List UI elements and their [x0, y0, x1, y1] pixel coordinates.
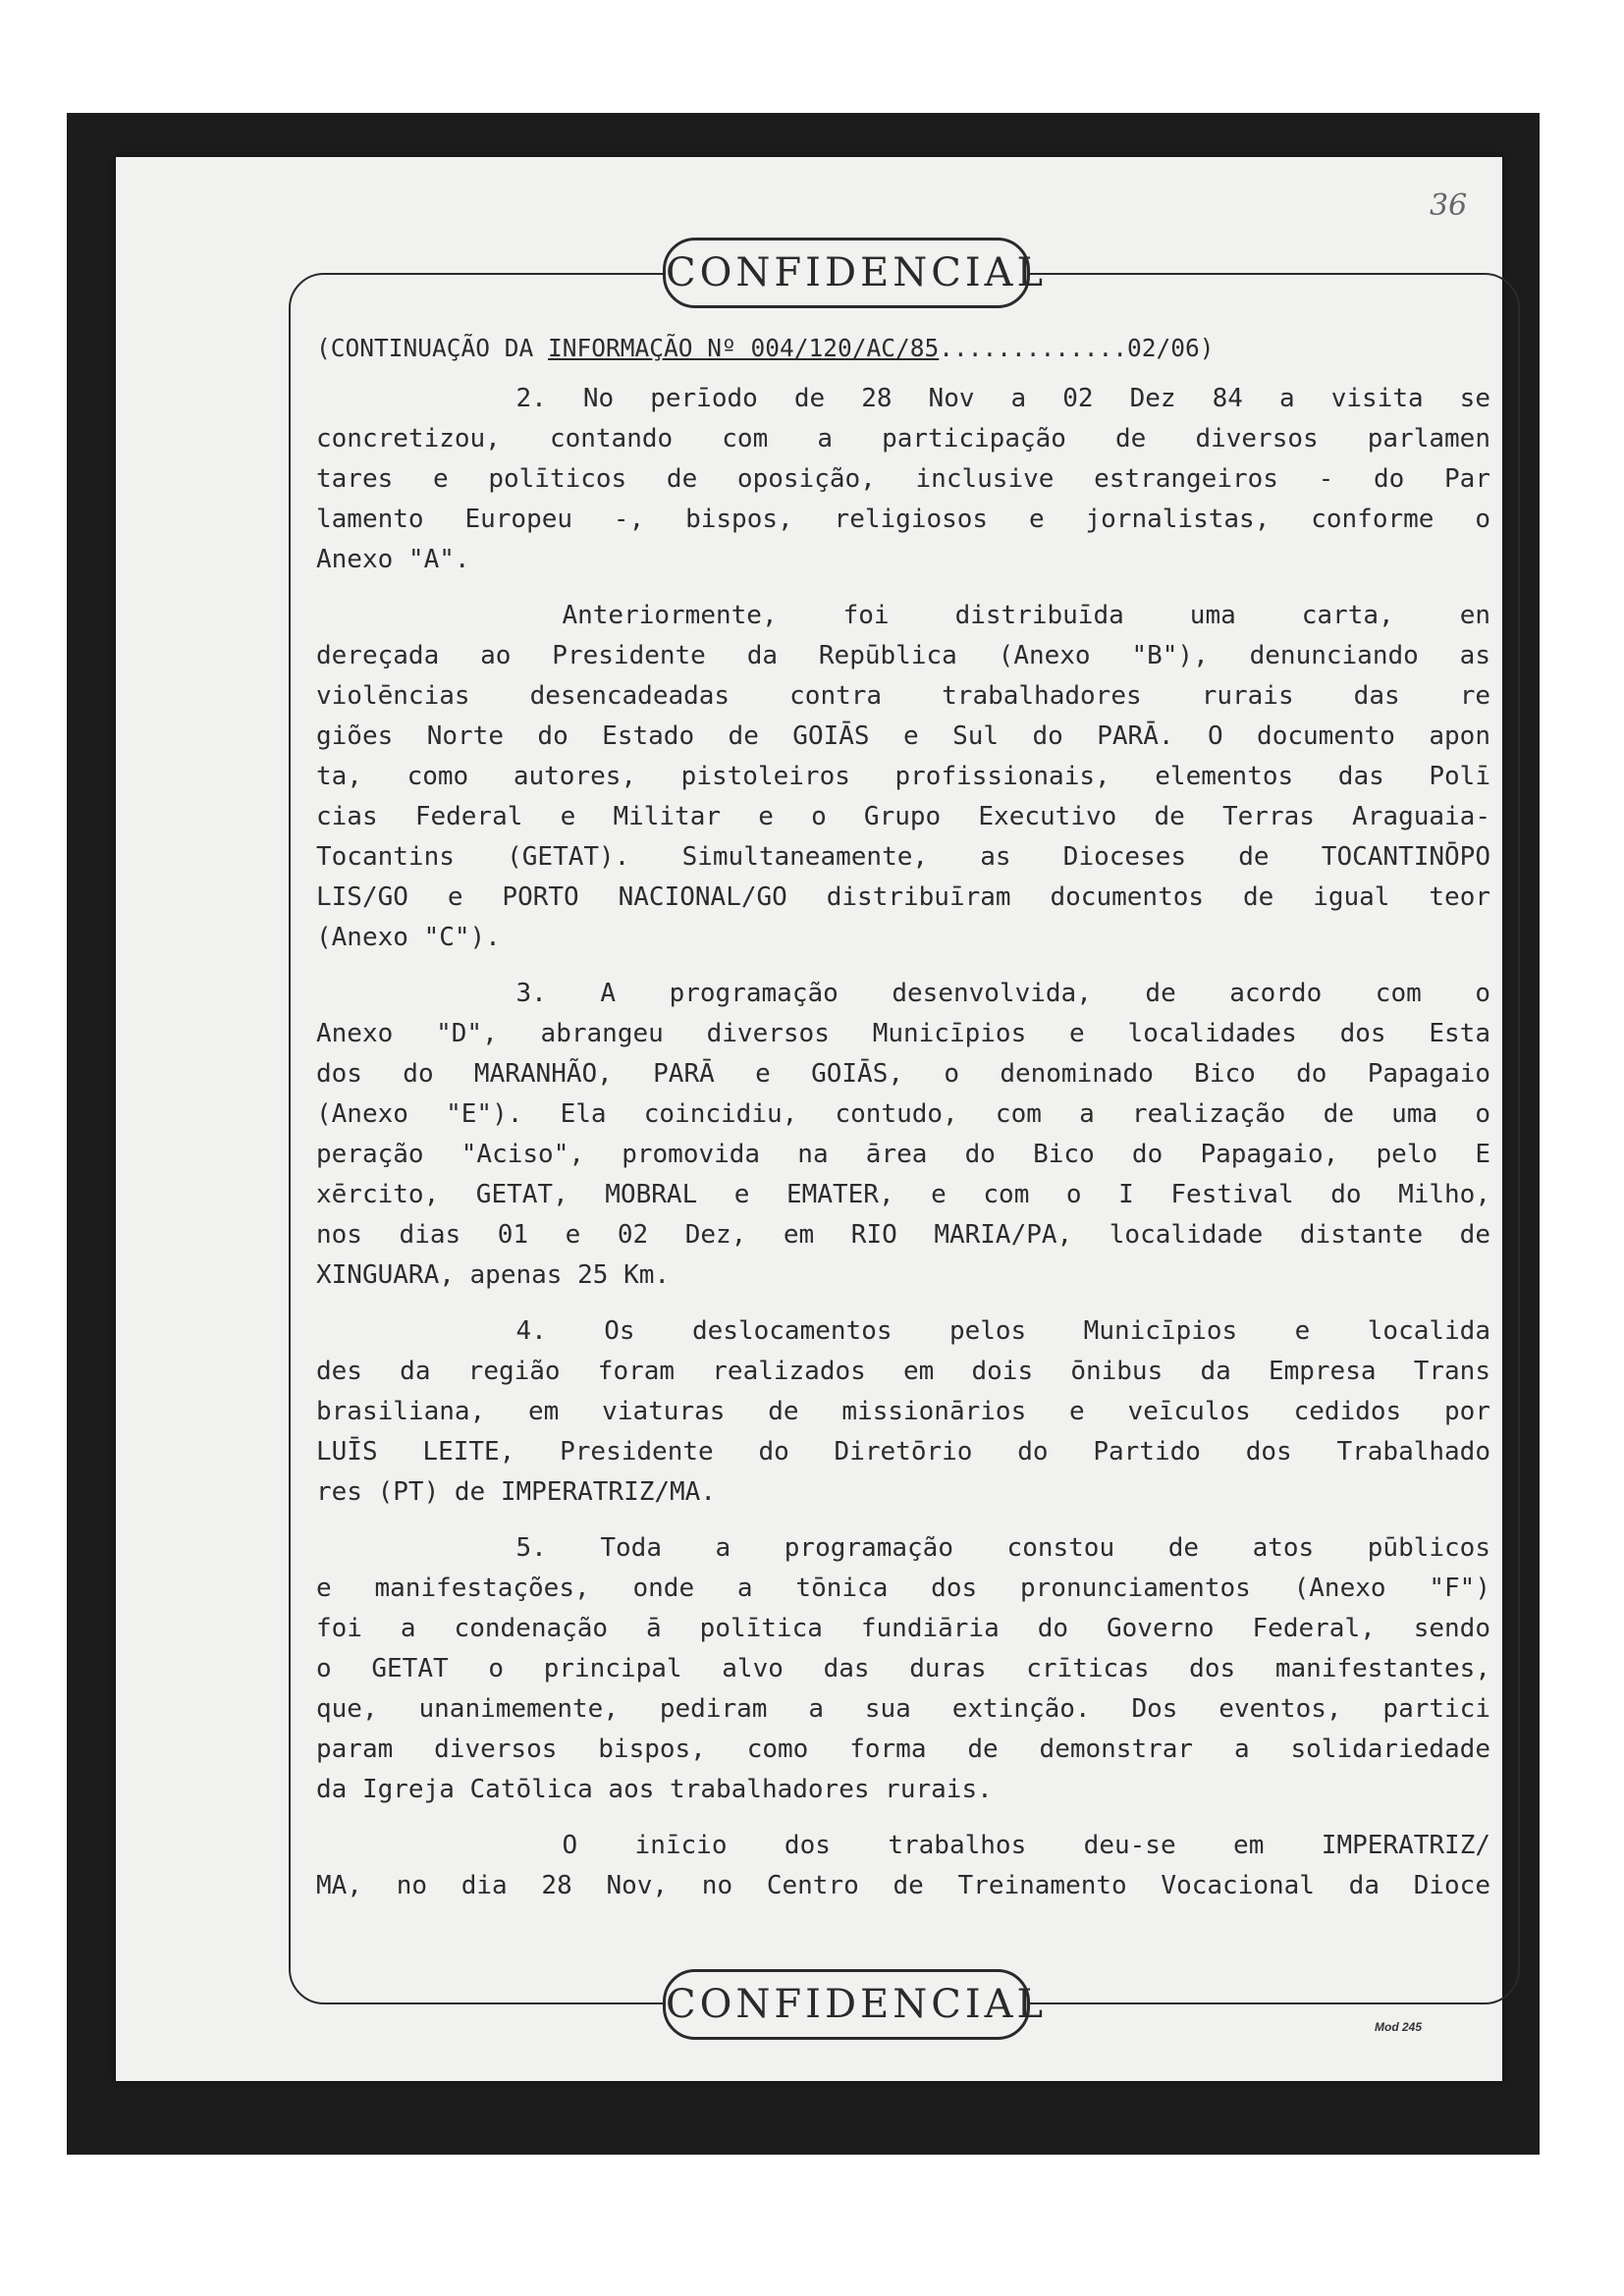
text-line: o GETAT o principal alvo das duras crīticas dos manifestantes,: [316, 1654, 1490, 1683]
text-line: violēncias desencadeadas contra trabalhadores rurais das re: [316, 681, 1490, 711]
paragraph: [316, 1826, 1490, 1906]
text-line: (Anexo "C").: [316, 923, 501, 952]
text-line: dos do MARANHÃO, PARĀ e GOIĀS, o denominado Bico do Papagaio: [316, 1059, 1490, 1089]
text-line: cias Federal e Militar e o Grupo Executivo de Terras Araguaia-: [316, 802, 1490, 831]
heading-suffix: .............02/06): [939, 334, 1215, 362]
text-line: e manifestações, onde a tōnica dos pronunciamentos (Anexo "F"): [316, 1574, 1490, 1603]
paragraph: [316, 974, 1490, 1296]
heading-prefix: (CONTINUAÇÃO DA: [316, 334, 549, 362]
text-line: lamento Europeu -, bispos, religiosos e jornalistas, conforme o: [316, 505, 1490, 534]
confidential-stamp-top: CONFIDENCIAL: [663, 238, 1030, 308]
text-line: 3. A programação desenvolvida, de acordo com o: [515, 979, 1490, 1008]
form-code: Mod 245: [1375, 2020, 1423, 2034]
text-line: ta, como autores, pistoleiros profissionais, elementos das Polī: [316, 762, 1490, 791]
document-sheet: [116, 157, 1502, 2081]
paragraph: [316, 379, 1490, 580]
text-line: XINGUARA, apenas 25 Km.: [316, 1260, 671, 1290]
text-line: dereçada ao Presidente da Repūblica (Anexo "B"), denunciando as: [316, 641, 1490, 670]
text-line: da Igreja Catōlica aos trabalhadores rurais.: [316, 1775, 993, 1804]
page-number: 36: [1430, 188, 1468, 223]
text-line: foi a condenação ā polītica fundiāria do Governo Federal, sendo: [316, 1614, 1490, 1643]
text-line: res (PT) de IMPERATRIZ/MA.: [316, 1477, 716, 1507]
text-line: Anexo "D", abrangeu diversos Municīpios e localidades dos Esta: [316, 1019, 1490, 1048]
text-line: xērcito, GETAT, MOBRAL e EMATER, e com o I Festival do Milho,: [316, 1180, 1490, 1209]
text-line: (Anexo "E"). Ela coincidiu, contudo, com a realização de uma o: [316, 1099, 1490, 1129]
text-line: des da região foram realizados em dois ōnibus da Empresa Trans: [316, 1357, 1490, 1386]
text-line: concretizou, contando com a participação de diversos parlamen: [316, 424, 1490, 454]
paragraph: [316, 1311, 1490, 1513]
text-line: que, unanimemente, pediram a sua extinção. Dos eventos, partici: [316, 1694, 1490, 1724]
text-line: O inīcio dos trabalhos deu-se em IMPERATRIZ/: [562, 1831, 1490, 1860]
text-line: MA, no dia 28 Nov, no Centro de Treinamento Vocacional da Dioce: [316, 1871, 1490, 1900]
text-line: LUĪS LEITE, Presidente do Diretōrio do Partido dos Trabalhado: [316, 1437, 1490, 1467]
text-line: Anexo "A".: [316, 545, 470, 574]
paragraph: [316, 596, 1490, 958]
paragraph: [316, 1528, 1490, 1810]
text-line: 2. No perīodo de 28 Nov a 02 Dez 84 a visita se: [515, 384, 1490, 413]
text-line: LIS/GO e PORTO NACIONAL/GO distribuīram documentos de igual teor: [316, 882, 1490, 912]
text-line: nos dias 01 e 02 Dez, em RIO MARIA/PA, localidade distante de: [316, 1220, 1490, 1250]
text-line: brasiliana, em viaturas de missionārios e veīculos cedidos por: [316, 1397, 1490, 1426]
text-line: tares e polīticos de oposição, inclusive estrangeiros - do Par: [316, 464, 1490, 494]
text-line: Anteriormente, foi distribuīda uma carta, en: [562, 601, 1490, 630]
text-line: peração "Aciso", promovida na ārea do Bico do Papagaio, pelo E: [316, 1140, 1490, 1169]
document-heading: [316, 334, 1490, 362]
text-line: giões Norte do Estado de GOIĀS e Sul do PARĀ. O documento apon: [316, 721, 1490, 751]
heading-reference: INFORMAÇÃO Nº 004/120/AC/85: [548, 334, 940, 362]
text-line: Tocantins (GETAT). Simultaneamente, as Dioceses de TOCANTINŌPO: [316, 842, 1490, 872]
confidential-stamp-bottom: CONFIDENCIAL: [663, 1969, 1030, 2040]
document-body: [316, 379, 1490, 1922]
text-line: param diversos bispos, como forma de demonstrar a solidariedade: [316, 1735, 1490, 1764]
text-line: 4. Os deslocamentos pelos Municīpios e localida: [515, 1316, 1490, 1346]
text-line: 5. Toda a programação constou de atos pūblicos: [515, 1533, 1490, 1563]
